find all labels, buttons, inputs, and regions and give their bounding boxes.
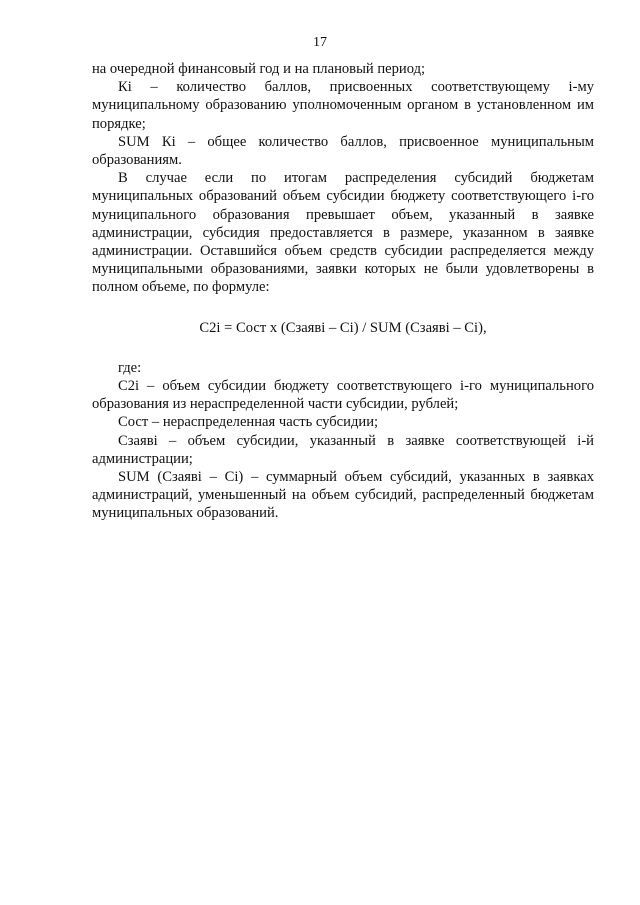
formula: С2i = Сост x (Сзаявi – Сi) / SUM (Сзаявi – Сi), xyxy=(199,319,487,336)
paragraph-continuation: на очередной финансовый год и на плановый период; xyxy=(92,61,426,77)
definition-czayav: Сзаявi – объем субсидии, указанный в заявке соответствующей i-й администрации; xyxy=(92,432,594,467)
definition-c2i: С2i – объем субсидии бюджету соответствующего i-го муниципального образования из нераспределенной части субсидии, рублей; xyxy=(92,378,594,413)
paragraph-redistribution-rule: В случае если по итогам распределения субсидий бюджетам муниципальных образований объем субсидии бюджету соответствующего i-го муниципального образования превышает объем, указанный в заявке администрации, субсидия предоставляется в размере, указанном в заявке администрации. Оставшийся объем средств субсидии распределяется между муниципальными образованиями, заявки которых не были удовлетворены в полном объеме, по формуле: xyxy=(92,170,594,296)
definition-cost: Сост – нераспределенная часть субсидии; xyxy=(118,414,379,431)
where-label: где: xyxy=(118,359,142,376)
paragraph-sum-ki-definition: SUM Кi – общее количество баллов, присвоенное муниципальным образованиям. xyxy=(92,133,594,169)
definition-sum-czayav: SUM (Сзаявi – Сi) – суммарный объем субсидий, указанных в заявках администраций, уменьшенный на объем субсидий, распределенный бюджетам муниципальных образований. xyxy=(92,469,594,522)
paragraph-ki-definition: Кi – количество баллов, присвоенных соответствующему i-му муниципальному образованию уполномоченным органом в установленном им порядке; xyxy=(92,79,594,132)
page-number: 17 xyxy=(313,35,327,50)
document-body xyxy=(92,60,594,523)
